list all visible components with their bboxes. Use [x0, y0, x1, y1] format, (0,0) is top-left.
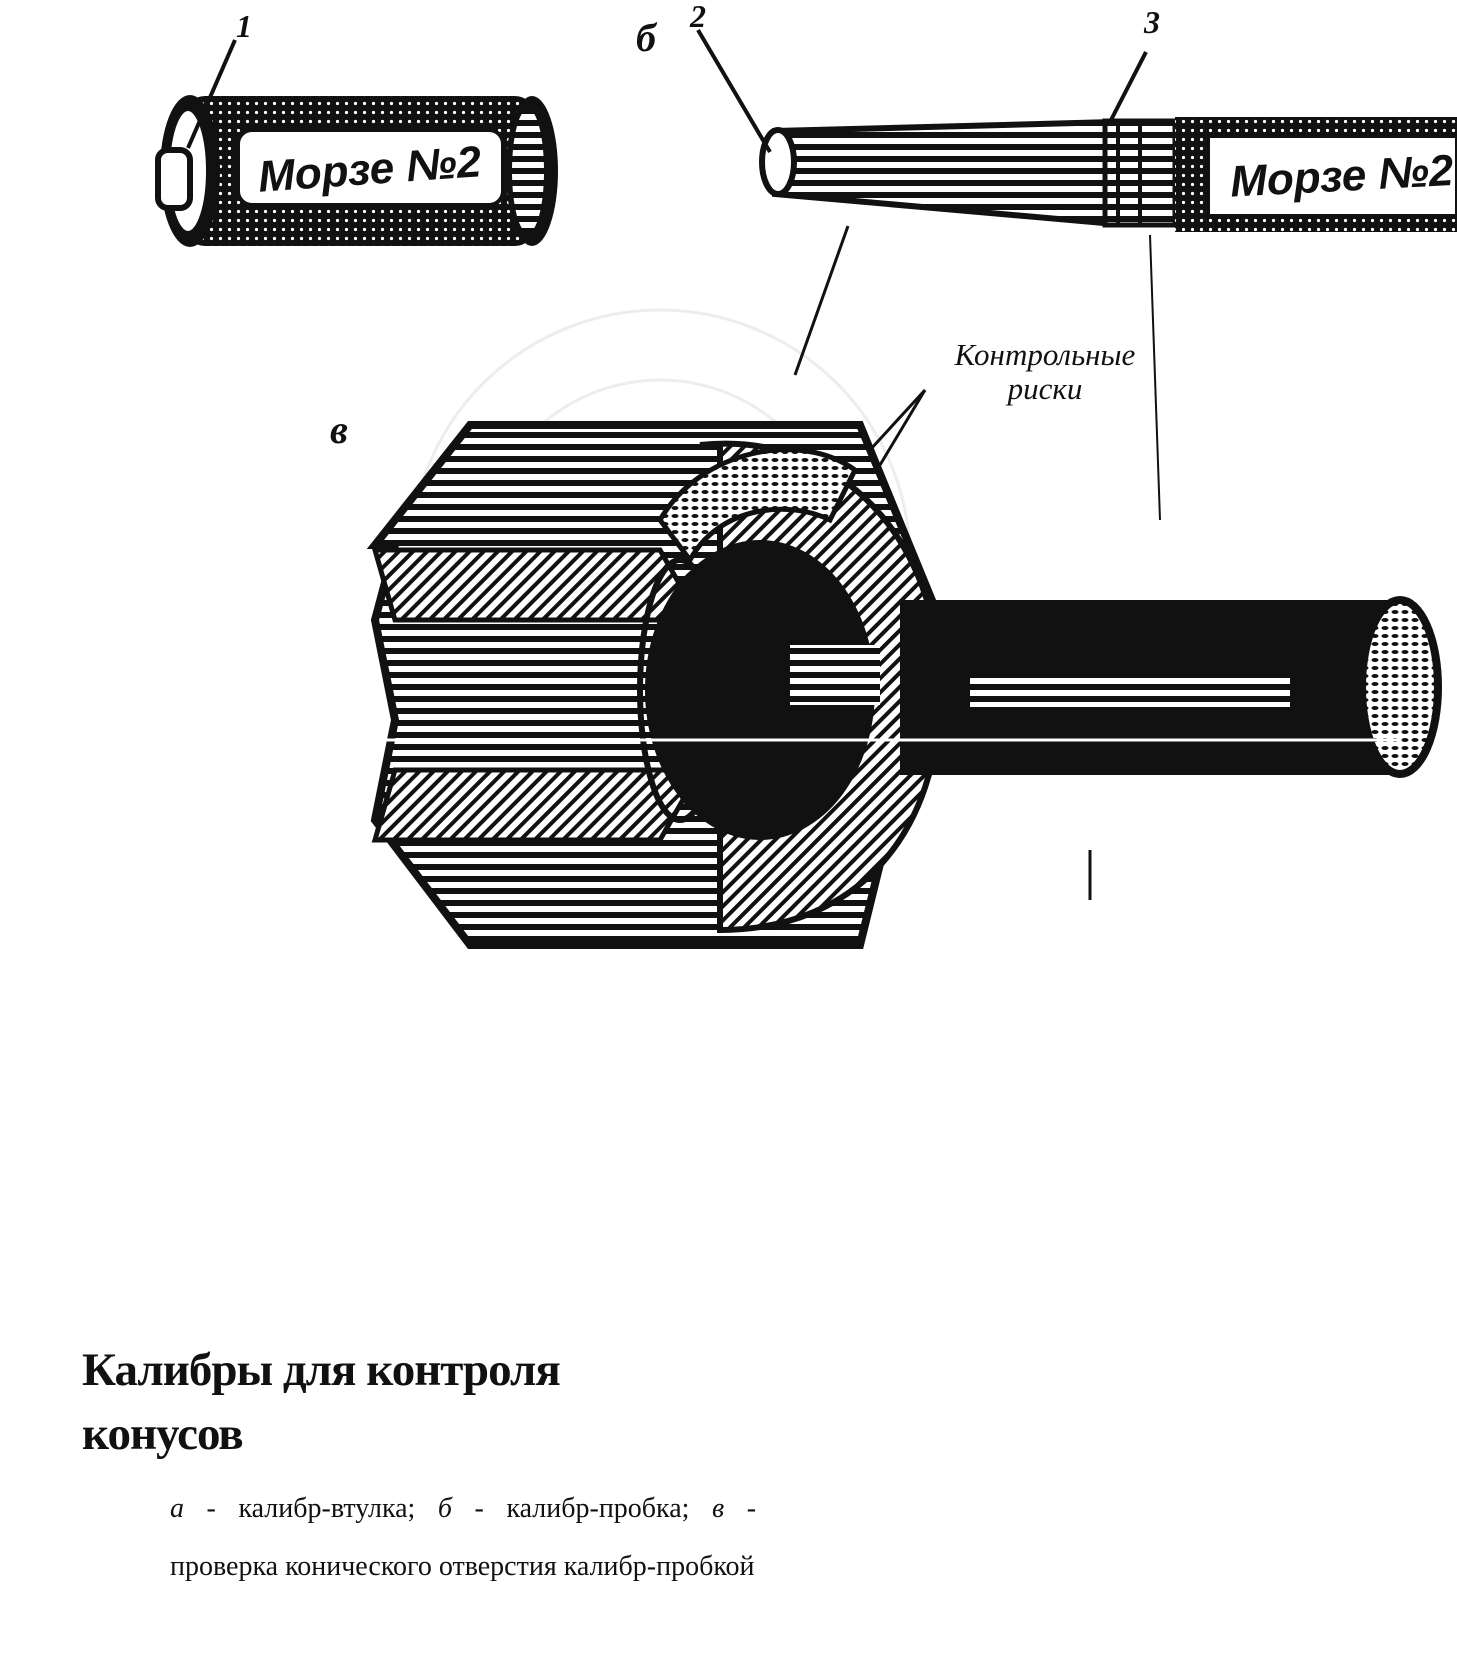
annotation-line-1: Контрольные — [954, 337, 1136, 372]
legend-text-v: проверка конического отверстия калибр-пробкой — [170, 1551, 755, 1582]
guide-line-left — [795, 226, 848, 375]
leader-3 — [1110, 52, 1146, 122]
caption-title — [82, 1338, 782, 1466]
legend-text-a: калибр-втулка; — [238, 1493, 416, 1524]
caption-title-line-1: Калибры для контроля — [82, 1344, 560, 1396]
plug-gauge — [762, 117, 1457, 232]
hole-check-assembly — [375, 425, 1438, 945]
legend-letter-v: в — [712, 1493, 725, 1524]
legend-letter-b: б — [437, 1493, 452, 1524]
caption-legend — [170, 1480, 756, 1596]
label-number-3: 3 — [1144, 4, 1160, 40]
control-mark-leader-2 — [870, 390, 925, 450]
control-marks-annotation — [925, 338, 1165, 406]
label-number-1: 1 — [236, 8, 252, 44]
caption-title-line-2: конусов — [82, 1408, 243, 1460]
legend-text-b: калибр-пробка; — [506, 1493, 690, 1524]
legend-letter-a: а — [170, 1493, 184, 1524]
legend-sep-b: - — [452, 1493, 507, 1524]
control-mark-leader — [880, 390, 925, 465]
label-number-2: 2 — [690, 0, 706, 34]
sleeve-stamp: Морзе №2 — [256, 137, 483, 202]
leader-2 — [698, 30, 770, 152]
legend-sep-a: - — [184, 1493, 239, 1524]
label-part-b: б — [636, 15, 656, 60]
annotation-line-2: риски — [1007, 371, 1083, 406]
sleeve-gauge — [158, 95, 558, 247]
label-part-v: в — [330, 407, 348, 452]
legend-sep-v: - — [724, 1493, 757, 1524]
plug-stamp: Морзе №2 — [1228, 146, 1455, 207]
